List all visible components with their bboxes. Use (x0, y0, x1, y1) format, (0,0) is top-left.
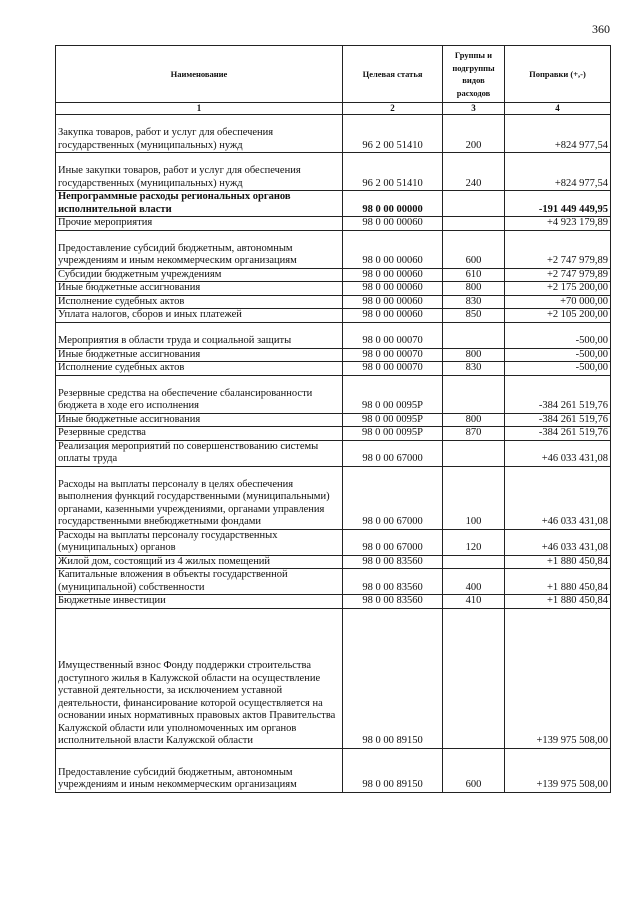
table-row (56, 529, 611, 555)
row-group: 610 (443, 268, 505, 282)
row-name: Капитальные вложения в объекты государственной (муниципальной) собственности (56, 569, 343, 595)
table-row (56, 569, 611, 595)
table-row (56, 268, 611, 282)
row-amount: +824 977,54 (505, 153, 611, 191)
row-code: 98 0 00 00070 (343, 362, 443, 376)
column-number: 3 (443, 103, 505, 115)
row-group (443, 191, 505, 217)
row-amount: +46 033 431,08 (505, 440, 611, 466)
row-amount: +2 105 200,00 (505, 309, 611, 323)
row-group: 240 (443, 153, 505, 191)
row-code: 98 0 00 00060 (343, 230, 443, 268)
row-amount: -384 261 519,76 (505, 413, 611, 427)
table-row (56, 555, 611, 569)
table-row (56, 230, 611, 268)
row-group: 120 (443, 529, 505, 555)
header-group: Группы и подгруппы видов расходов (443, 46, 505, 103)
row-code: 98 0 00 83560 (343, 595, 443, 609)
row-group (443, 322, 505, 348)
row-amount: +2 747 979,89 (505, 268, 611, 282)
row-amount: +46 033 431,08 (505, 466, 611, 529)
row-name: Резервные средства на обеспечение сбалансированности бюджета в ходе его исполнения (56, 375, 343, 413)
row-amount: +70 000,00 (505, 295, 611, 309)
row-name: Реализация мероприятий по совершенствованию системы оплаты труда (56, 440, 343, 466)
row-name: Иные закупки товаров, работ и услуг для обеспечения государственных (муниципальных) нужд (56, 153, 343, 191)
table-row (56, 427, 611, 441)
table-row (56, 191, 611, 217)
row-group: 800 (443, 282, 505, 296)
budget-table (55, 45, 611, 793)
row-amount: -384 261 519,76 (505, 427, 611, 441)
row-code: 98 0 00 83560 (343, 555, 443, 569)
row-group: 410 (443, 595, 505, 609)
row-code: 98 0 00 89150 (343, 608, 443, 748)
row-amount: -500,00 (505, 362, 611, 376)
table-row (56, 375, 611, 413)
row-code: 98 0 00 89150 (343, 748, 443, 792)
row-name: Иные бюджетные ассигнования (56, 282, 343, 296)
row-amount: +1 880 450,84 (505, 569, 611, 595)
row-amount: -500,00 (505, 348, 611, 362)
row-group: 870 (443, 427, 505, 441)
row-code: 98 0 00 00060 (343, 217, 443, 231)
row-code: 96 2 00 51410 (343, 153, 443, 191)
row-code: 98 0 00 00000 (343, 191, 443, 217)
table-row (56, 153, 611, 191)
row-group: 800 (443, 413, 505, 427)
header-amount: Поправки (+,-) (505, 46, 611, 103)
row-group: 850 (443, 309, 505, 323)
row-amount: +139 975 508,00 (505, 608, 611, 748)
table-row (56, 413, 611, 427)
row-code: 98 0 00 0095P (343, 413, 443, 427)
header-name: Наименование (56, 46, 343, 103)
table-row (56, 466, 611, 529)
row-code: 98 0 00 00060 (343, 282, 443, 296)
row-name: Расходы на выплаты персоналу государственных (муниципальных) органов (56, 529, 343, 555)
row-amount: +46 033 431,08 (505, 529, 611, 555)
row-name: Исполнение судебных актов (56, 362, 343, 376)
row-group (443, 608, 505, 748)
page-number: 360 (592, 22, 610, 36)
row-name: Иные бюджетные ассигнования (56, 413, 343, 427)
column-number: 4 (505, 103, 611, 115)
row-group: 800 (443, 348, 505, 362)
table-row (56, 440, 611, 466)
row-code: 98 0 00 0095P (343, 427, 443, 441)
row-name: Мероприятия в области труда и социальной защиты (56, 322, 343, 348)
row-group (443, 217, 505, 231)
row-group: 830 (443, 295, 505, 309)
table-row (56, 748, 611, 792)
row-amount: -500,00 (505, 322, 611, 348)
row-name: Непрограммные расходы региональных органов исполнительной власти (56, 191, 343, 217)
row-code: 98 0 00 00070 (343, 348, 443, 362)
row-amount: -384 261 519,76 (505, 375, 611, 413)
column-number-row (56, 103, 611, 115)
column-number: 2 (343, 103, 443, 115)
row-code: 98 0 00 67000 (343, 466, 443, 529)
table-row (56, 608, 611, 748)
row-code: 98 0 00 00060 (343, 309, 443, 323)
row-amount: +2 747 979,89 (505, 230, 611, 268)
row-group (443, 440, 505, 466)
table-row (56, 362, 611, 376)
table-row (56, 309, 611, 323)
row-code: 96 2 00 51410 (343, 115, 443, 153)
row-code: 98 0 00 00060 (343, 268, 443, 282)
row-amount: +824 977,54 (505, 115, 611, 153)
row-group: 400 (443, 569, 505, 595)
row-name: Субсидии бюджетным учреждениям (56, 268, 343, 282)
row-name: Иные бюджетные ассигнования (56, 348, 343, 362)
row-amount: +2 175 200,00 (505, 282, 611, 296)
row-name: Жилой дом, состоящий из 4 жилых помещений (56, 555, 343, 569)
row-amount: +4 923 179,89 (505, 217, 611, 231)
row-name: Бюджетные инвестиции (56, 595, 343, 609)
table-row (56, 322, 611, 348)
row-code: 98 0 00 00070 (343, 322, 443, 348)
row-name: Исполнение судебных актов (56, 295, 343, 309)
row-code: 98 0 00 67000 (343, 529, 443, 555)
row-group (443, 375, 505, 413)
row-name: Уплата налогов, сборов и иных платежей (56, 309, 343, 323)
row-group: 100 (443, 466, 505, 529)
row-name: Прочие мероприятия (56, 217, 343, 231)
row-code: 98 0 00 83560 (343, 569, 443, 595)
row-group: 600 (443, 748, 505, 792)
row-group: 600 (443, 230, 505, 268)
table-row (56, 295, 611, 309)
row-group: 200 (443, 115, 505, 153)
row-name: Предоставление субсидий бюджетным, автономным учреждениям и иным некоммерческим организациям (56, 748, 343, 792)
row-name: Резервные средства (56, 427, 343, 441)
row-name: Расходы на выплаты персоналу в целях обеспечения выполнения функций государственными (муниципальными) органами, казенными учреждениями, органами управления государственными внебюджетными фондами (56, 466, 343, 529)
row-amount: +139 975 508,00 (505, 748, 611, 792)
row-code: 98 0 00 67000 (343, 440, 443, 466)
row-name: Предоставление субсидий бюджетным, автономным учреждениям и иным некоммерческим организациям (56, 230, 343, 268)
row-amount: +1 880 450,84 (505, 555, 611, 569)
table-row (56, 115, 611, 153)
table-row (56, 282, 611, 296)
row-amount: +1 880 450,84 (505, 595, 611, 609)
header-code: Целевая статья (343, 46, 443, 103)
table-row (56, 595, 611, 609)
column-number: 1 (56, 103, 343, 115)
row-group: 830 (443, 362, 505, 376)
row-code: 98 0 00 0095P (343, 375, 443, 413)
row-group (443, 555, 505, 569)
table-row (56, 217, 611, 231)
table-header-row (56, 46, 611, 103)
row-name: Имущественный взнос Фонду поддержки строительства доступного жилья в Калужской области на осуществление уставной деятельности, за исключением уставной деятельности, финансирование которой осуществляется на основании иных нормативных правовых актов Правительства Калужской области или уполномоченных им органов исполнительной власти Калужской области (56, 608, 343, 748)
row-code: 98 0 00 00060 (343, 295, 443, 309)
row-name: Закупка товаров, работ и услуг для обеспечения государственных (муниципальных) нужд (56, 115, 343, 153)
row-amount: -191 449 449,95 (505, 191, 611, 217)
table-row (56, 348, 611, 362)
